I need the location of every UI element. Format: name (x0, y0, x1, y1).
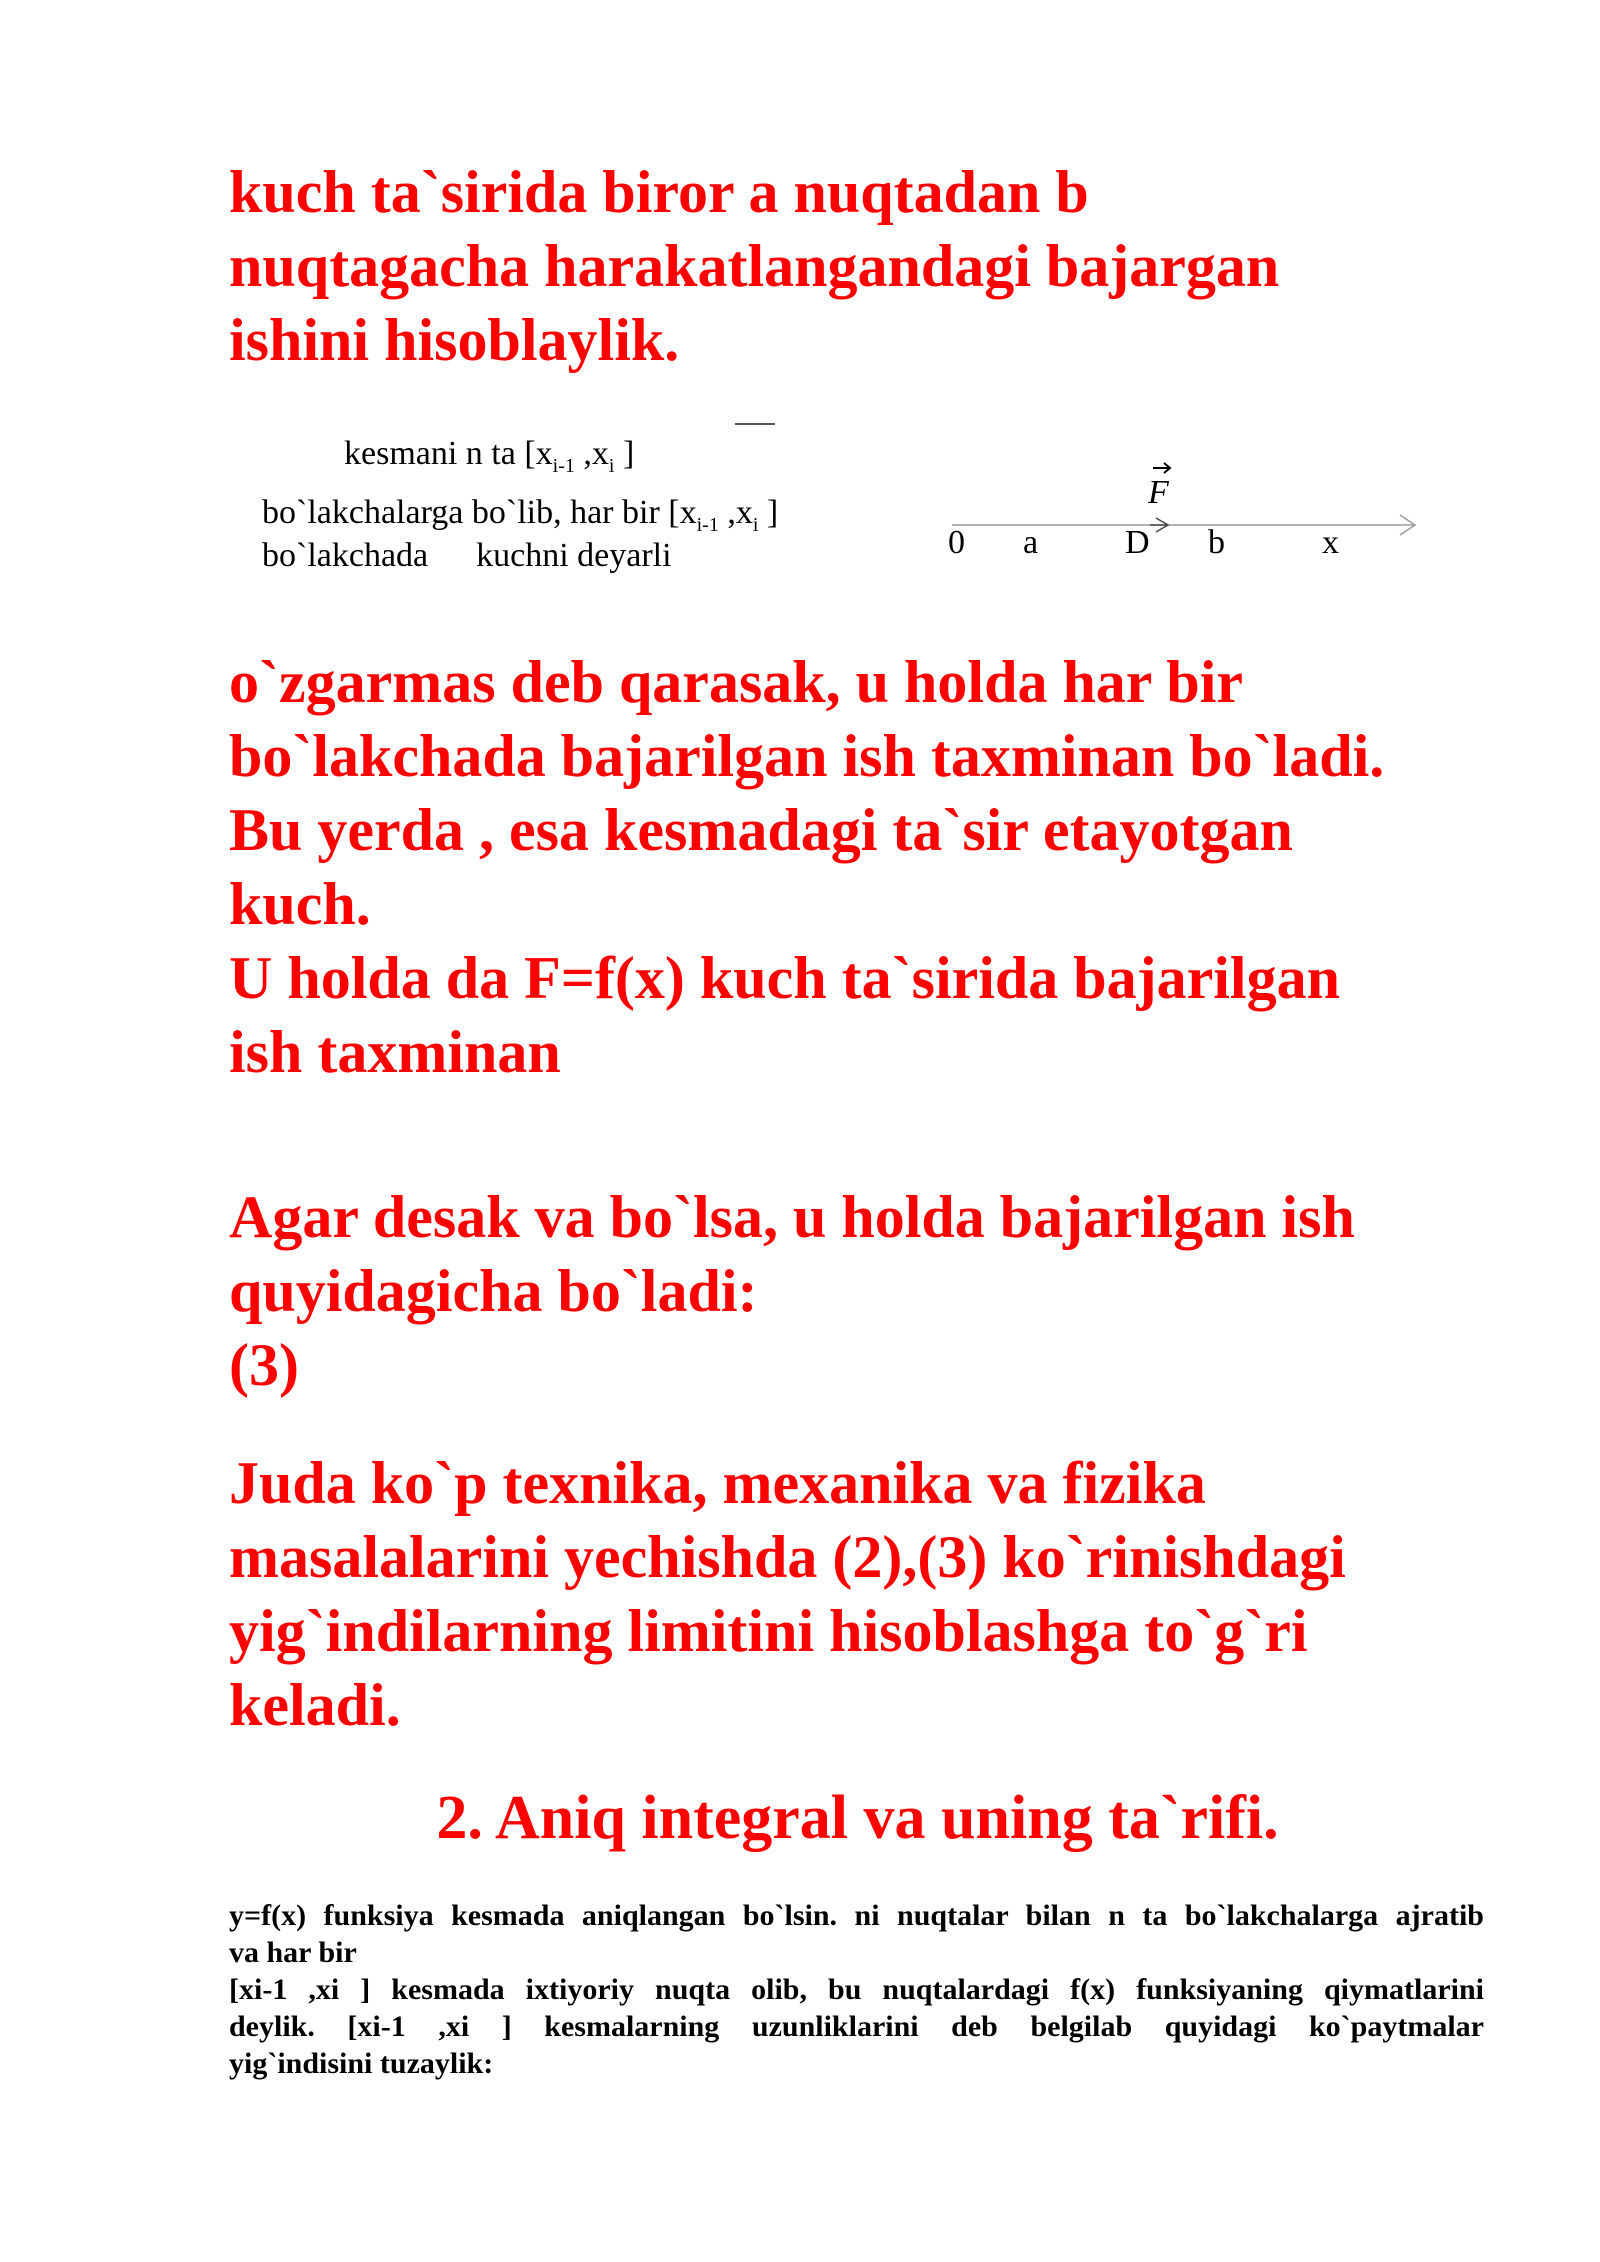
text-line: Bu yerda , esa kesmadagi ta`sir etayotgan (229, 797, 1293, 863)
axis-label-x: x (1322, 524, 1339, 561)
axis-label-a: a (1023, 524, 1039, 561)
figure-caption-line2 (262, 494, 778, 537)
paragraph-intro (229, 155, 1529, 377)
text-line: ishini hisoblaylik. (229, 307, 680, 373)
equation-number: (3) (229, 1332, 299, 1398)
axis-label-b: b (1208, 524, 1225, 561)
caption-subscript: i-1 (552, 454, 575, 477)
caption-text: bo`lakchada (262, 537, 429, 574)
paragraph-work-approx (229, 645, 1529, 1089)
text-line: Agar desak va bo`lsa, u holda bajarilgan ish (229, 1184, 1355, 1250)
force-label: F (1148, 474, 1169, 511)
text-line: y=f(x) funksiya kesmada aniqlangan bo`lsin. ni nuqtalar bilan n ta bo`lakchalarga ajratib (229, 1899, 1484, 1932)
section-heading: 2. Aniq integral va uning ta`rifi. (436, 1784, 1279, 1852)
text-line: quyidagicha bo`ladi: (229, 1258, 758, 1324)
text-line: yig`indilarning limitini hisoblashga to`g`ri (229, 1598, 1308, 1664)
paragraph-work-limit (229, 1180, 1529, 1402)
caption-text: kuchni deyarli (476, 537, 672, 574)
caption-text: ] (758, 494, 779, 531)
text-line: keladi. (229, 1672, 401, 1738)
text-line: ish taxminan (229, 1019, 561, 1085)
caption-subscript: i (752, 513, 759, 536)
text-line: U holda da F=f(x) kuch ta`sirida bajarilgan (229, 945, 1340, 1011)
definition-paragraph (229, 1897, 1484, 2082)
dash-mark (735, 423, 775, 425)
text-line: nuqtagacha harakatlangandagi bajargan (229, 233, 1280, 299)
caption-text: kesmani n ta [x (344, 435, 553, 472)
axis-label-zero: 0 (948, 524, 965, 561)
text-line: kuch ta`sirida biror a nuqtadan b (229, 159, 1089, 225)
text-line: bo`lakchada bajarilgan ish taxminan bo`ladi. (229, 723, 1385, 789)
caption-subscript: i-1 (696, 513, 719, 536)
caption-text: ,x (574, 435, 609, 472)
caption-text: ] (614, 435, 635, 472)
axis-label-d: D (1125, 524, 1150, 561)
text-line: Juda ko`p texnika, mexanika va fizika (229, 1450, 1206, 1516)
caption-subscript: i (608, 454, 615, 477)
text-line: yig`indisini tuzaylik: (229, 2047, 494, 2080)
caption-text: bo`lakchalarga bo`lib, har bir [x (262, 494, 697, 531)
text-line: masalalarini yechishda (2),(3) ko`rinishdagi (229, 1524, 1346, 1590)
figure-caption-line3 (262, 537, 672, 575)
figure-caption-line1 (344, 435, 634, 478)
text-line: [xi-1 ,xi ] kesmada ixtiyoriy nuqta olib, bu nuqtalardagi f(x) funksiyaning qiymatlarini (229, 1973, 1484, 2006)
paragraph-applications (229, 1446, 1529, 1742)
number-line-diagram (940, 455, 1420, 565)
text-line: deylik. [xi-1 ,xi ] kesmalarning uzunliklarini deb belgilab quyidagi ko`paytmalar (229, 2010, 1484, 2043)
text-line: va har bir (229, 1936, 357, 1969)
text-line: kuch. (229, 871, 371, 937)
text-line: o`zgarmas deb qarasak, u holda har bir (229, 649, 1244, 715)
caption-text: ,x (718, 494, 753, 531)
